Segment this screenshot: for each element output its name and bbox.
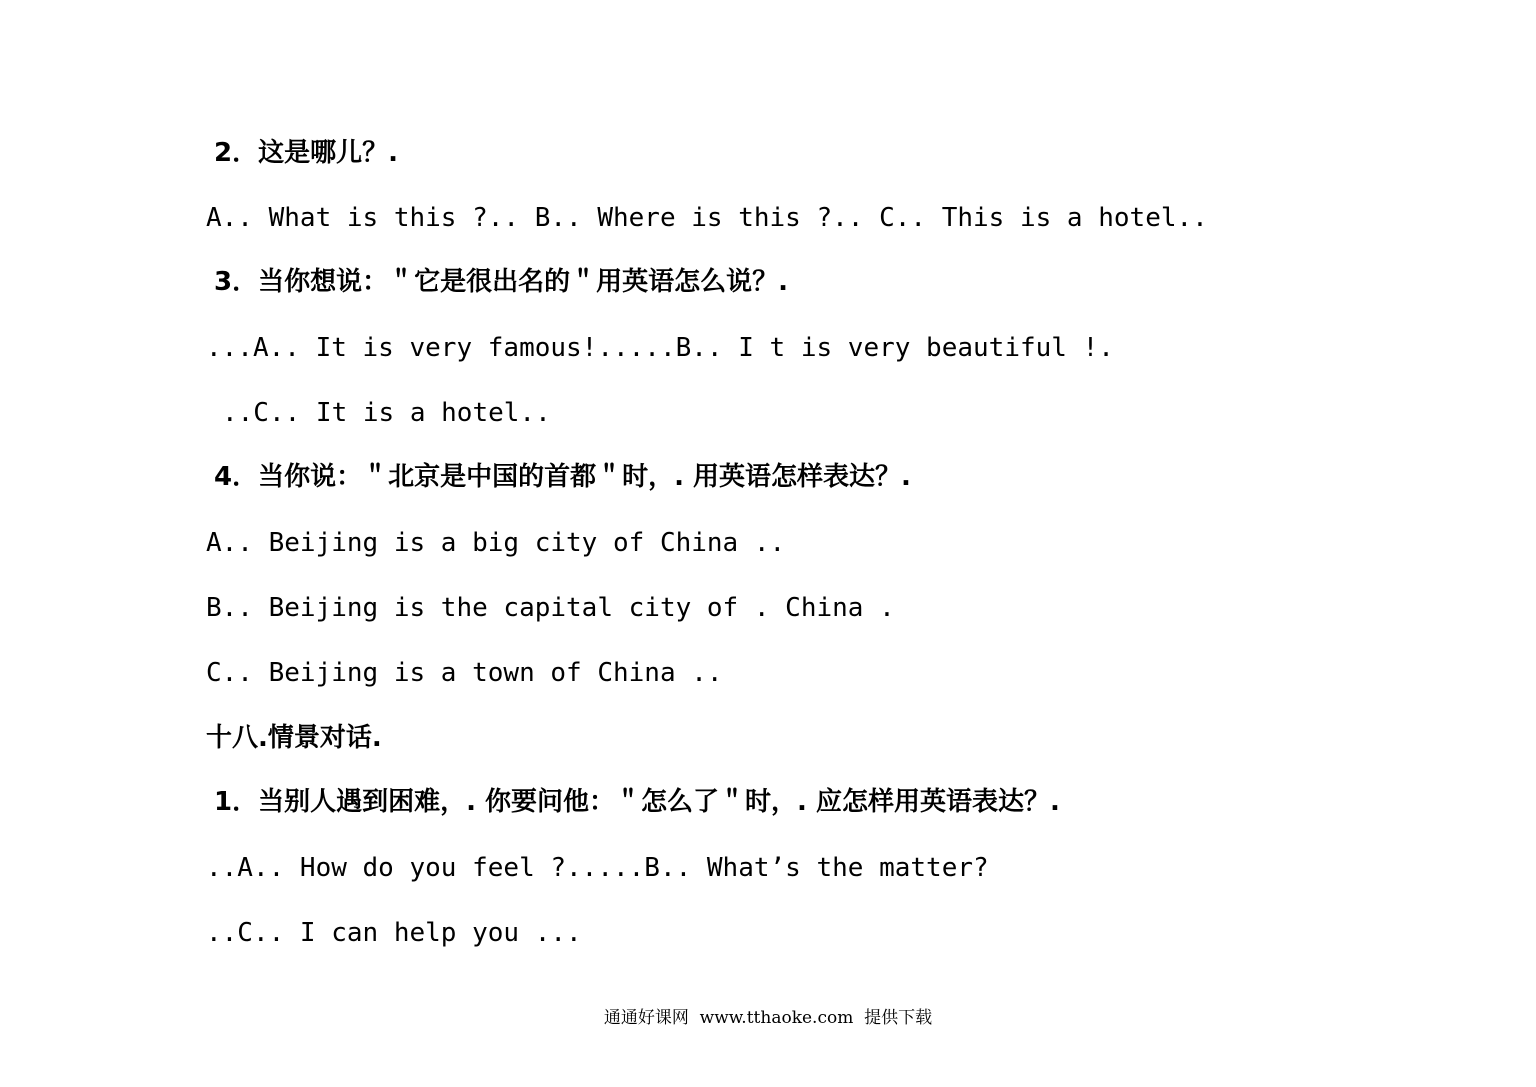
question-3-options-ab: ...A.. It is very famous!.....B.. I t is very beautiful !. <box>206 333 1114 363</box>
question-3-option-c: ..C.. It is a hotel.. <box>222 398 551 428</box>
question-2-prompt: 2．这是哪儿？. <box>214 138 398 168</box>
section-heading: 十八.情景对话. <box>206 723 382 753</box>
dialogue-question-1-options-ab: ..A.. How do you feel ?.....B.. What’s the matter? <box>206 853 989 883</box>
question-4-option-b: B.. Beijing is the capital city of . China . <box>206 593 895 623</box>
question-4-option-c: C.. Beijing is a town of China .. <box>206 658 723 688</box>
question-2-options: A.. What is this ?.. B.. Where is this ?.. C.. This is a hotel.. <box>206 203 1208 233</box>
dialogue-question-1-option-c: ..C.. I can help you ... <box>206 918 582 948</box>
question-4-option-a: A.. Beijing is a big city of China .. <box>206 528 786 558</box>
dialogue-question-1-prompt: 1．当别人遇到困难，. 你要问他：＂怎么了＂时，. 应怎样用英语表达？. <box>214 787 1060 817</box>
footer-credit: 通通好课网 www.tthaoke.com 提供下载 <box>603 1008 933 1028</box>
question-4-prompt: 4．当你说：＂北京是中国的首都＂时，. 用英语怎样表达？. <box>214 462 911 492</box>
question-3-prompt: 3．当你想说：＂它是很出名的＂用英语怎么说？. <box>214 267 788 297</box>
